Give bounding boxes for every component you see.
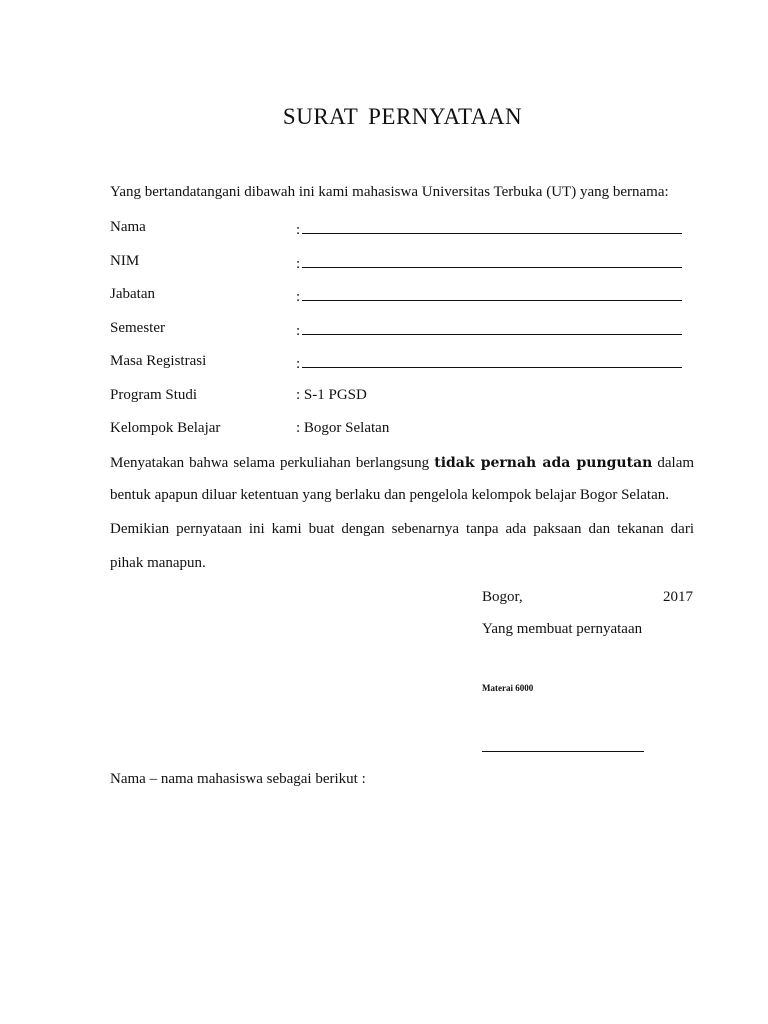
field-label: Masa Registrasi [110,353,207,369]
field-blank: : [296,353,682,373]
stamp-label: Materai 6000 [482,683,534,693]
field-label: NIM [110,253,140,269]
statement-emphasis: tidak pernah ada pungutan [434,455,653,471]
field-label: Semester [110,320,165,336]
field-label: Nama [110,219,146,235]
signature-line [482,751,644,752]
field-value: : Bogor Selatan [296,420,390,436]
field-blank: : [296,286,682,306]
signature-maker-label: Yang membuat pernyataan [482,621,643,637]
intro-text: Yang bertandatangani dibawah ini kami mahasiswa Universitas Terbuka (UT) yang bernama: [110,184,669,200]
signature-year: 2017 [663,589,693,605]
statement-line-2: bentuk apapun diluar ketentuan yang berlaku dan pengelola kelompok belajar Bogor Selatan. [110,487,669,503]
names-heading: Nama – nama mahasiswa sebagai berikut : [110,771,366,787]
field-blank: : [296,253,682,273]
field-label: Program Studi [110,387,198,403]
statement-line-1: Menyatakan bahwa selama perkuliahan berlangsung tidak pernah ada pungutan dalam [110,455,695,471]
document-title: SURAT PERNYATAAN [282,104,523,129]
field-blank: : [296,219,682,239]
field-value: : S-1 PGSD [296,387,367,403]
signature-place: Bogor, [482,589,523,605]
closing-line-1: Demikian pernyataan ini kami buat dengan sebenarnya tanpa ada paksaan dan tekanan dari [110,521,694,537]
field-label: Kelompok Belajar [110,420,221,436]
field-label: Jabatan [110,286,155,302]
closing-line-2: pihak manapun. [110,555,206,571]
field-blank: : [296,320,682,340]
